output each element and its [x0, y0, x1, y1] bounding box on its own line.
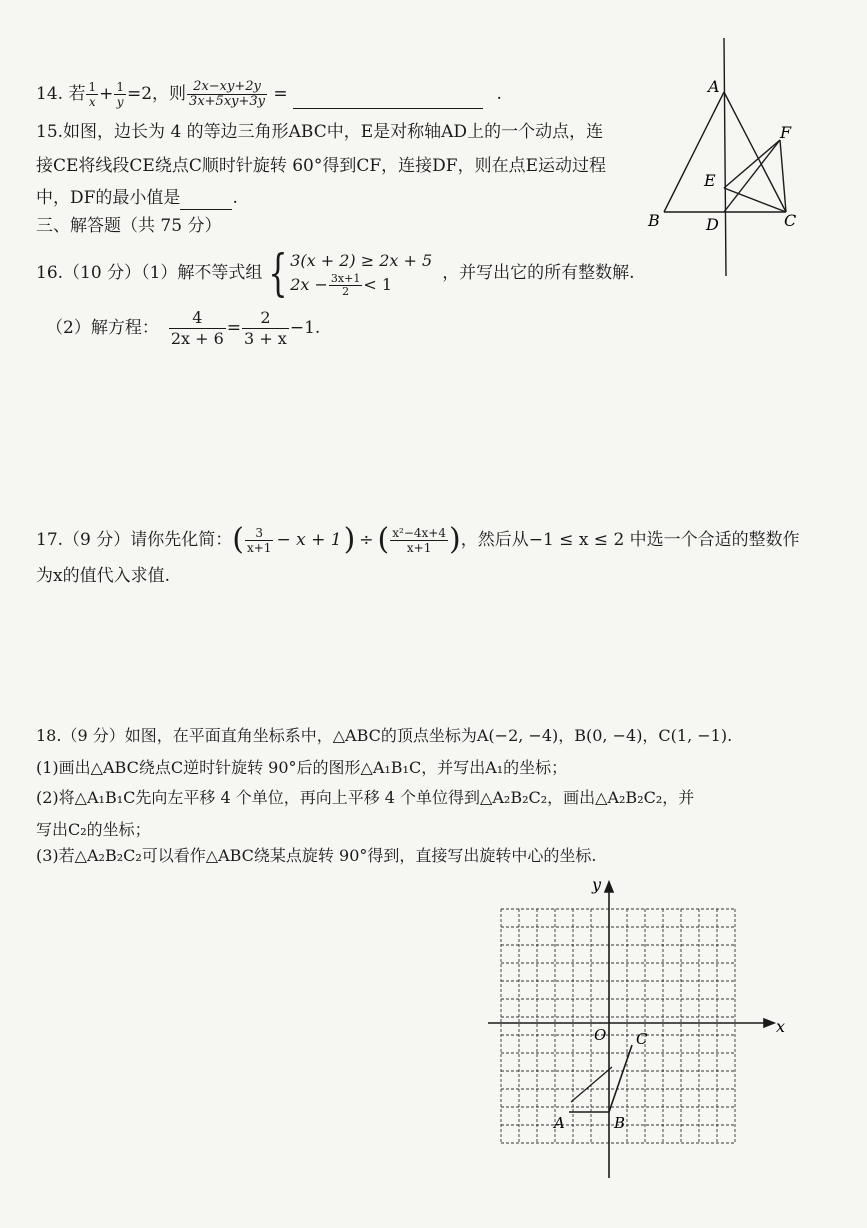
side-AB [664, 92, 724, 212]
q16-minus-one: −1. [289, 318, 321, 338]
equation-frac-right: $\frac{2}{3 + x}$ [244, 307, 287, 348]
q16-tail: ，并写出它的所有整数解. [442, 263, 635, 283]
inequality-1: 3(x + 2) ≥ 2x + 5 [290, 250, 433, 270]
section-heading: 三、解答题（共 75 分） [36, 216, 222, 236]
triangle-figure [640, 30, 810, 280]
question-15-line1: 15.如图，边长为 4 的等边三角形ABC中，E是对称轴AD上的一个动点，连 [36, 122, 604, 142]
answer-blank-14[interactable] [293, 88, 483, 109]
question-18-line2: (1)画出△ABC绕点C逆时针旋转 90°后的图形△A₁B₁C，并写出A₁的坐标； [36, 758, 568, 777]
label-B: B [648, 211, 660, 230]
inequality-system: { 3(x + 2) ≥ 2x + 5 2x − $\frac{3x+1}{2}$ < 1 [268, 244, 433, 302]
q16-text: 16.（10 分）（1）解不等式组 [36, 263, 263, 283]
question-18-line1: 18.（9 分）如图，在平面直角坐标系中，△ABC的顶点坐标为A(−2, −4)，B(0, −4)，C(1, −1). [36, 726, 733, 745]
q17-divide: ÷ [359, 530, 374, 550]
grid-lines [501, 909, 735, 1143]
q14-text: 若 [68, 84, 86, 104]
question-15-line3 [36, 186, 238, 210]
coordinate-grid-figure [484, 872, 794, 1182]
point-B-label: B [614, 1114, 626, 1132]
question-18-line3: (2)将△A₁B₁C先向左平移 4 个单位，再向上平移 4 个单位得到△A₂B₂C₂，画出△A₂B₂C₂，并 [36, 788, 695, 807]
q14-plus: + [99, 84, 114, 104]
question-16-part1 [36, 245, 635, 301]
label-A: A [708, 77, 720, 96]
question-18-line4: 写出C₂的坐标； [36, 820, 151, 839]
question-16-part2 [46, 308, 320, 348]
side-AC [724, 92, 786, 212]
q17-frac-b: $\frac{\text{x²−4x+4}}{x+1}$ [392, 525, 446, 555]
q14-eq2: =2，则 [126, 84, 187, 104]
q15-period: . [232, 188, 238, 208]
q14-number: 14. [36, 84, 64, 104]
q16-equals: = [226, 318, 242, 338]
y-axis-label: y [592, 875, 602, 894]
label-C: C [784, 211, 797, 230]
q17-mid: − x + 1 [276, 530, 342, 550]
inequality-2: 2x − $\frac{3x+1}{2}$ < 1 [290, 271, 392, 298]
label-E: E [704, 171, 716, 190]
answer-blank-15[interactable] [180, 189, 232, 210]
x-axis-label: x [776, 1017, 786, 1036]
label-F: F [780, 123, 792, 142]
question-15-line2: 接CE将线段CE绕点C顺时针旋转 60°得到CF，连接DF，则在点E运动过程 [36, 156, 607, 176]
q14-equals: = [273, 84, 288, 104]
q17-tail: ，然后从−1 ≤ x ≤ 2 中选一个合适的整数作 [460, 530, 800, 550]
triangle-side-BC [609, 1045, 632, 1112]
question-14 [36, 80, 502, 109]
segment-DF [724, 140, 780, 212]
y-axis-arrow-icon [605, 882, 613, 892]
q17-frac-a: $\frac{3}{x+1}$ [246, 525, 272, 555]
q14-period: . [496, 84, 502, 104]
question-17-line1: 17.（9 分）请你先化简： ( $\frac{3}{x+1}$ − x + 1 ) ÷ ( $\frac{\text{x²−4x+4}}{x+1}$ ) ，然后从−1 ≤ x ≤ 2 中选一个合适的整数作 [36, 522, 800, 557]
question-17-line2: 为x的值代入求值. [36, 566, 170, 586]
question-18-line5: (3)若△A₂B₂C₂可以看作△ABC绕某点旋转 90°得到，直接写出旋转中心的坐标. [36, 846, 597, 865]
triangle-side-AC [571, 1067, 612, 1102]
origin-label: O [594, 1026, 607, 1044]
frac-1-over-y: $\frac{1}{y}$ [116, 80, 124, 109]
q15-text: 中，DF的最小值是 [36, 188, 181, 208]
label-D: D [706, 215, 719, 234]
point-A-label: A [554, 1114, 565, 1132]
x-axis-arrow-icon [764, 1019, 774, 1027]
frac-target-expression: $\frac{2x-xy+2y}{3x+5xy+3y}$ [189, 79, 265, 109]
q17-text: 17.（9 分）请你先化简： [36, 530, 233, 550]
frac-1-over-x: $\frac{1}{x}$ [88, 80, 97, 109]
point-C-label: C [636, 1030, 648, 1048]
equation-frac-left: $\frac{4}{2x + 6}$ [170, 307, 224, 348]
symmetry-axis-AD [724, 38, 726, 276]
q16-part2-text: （2）解方程： [46, 318, 159, 338]
